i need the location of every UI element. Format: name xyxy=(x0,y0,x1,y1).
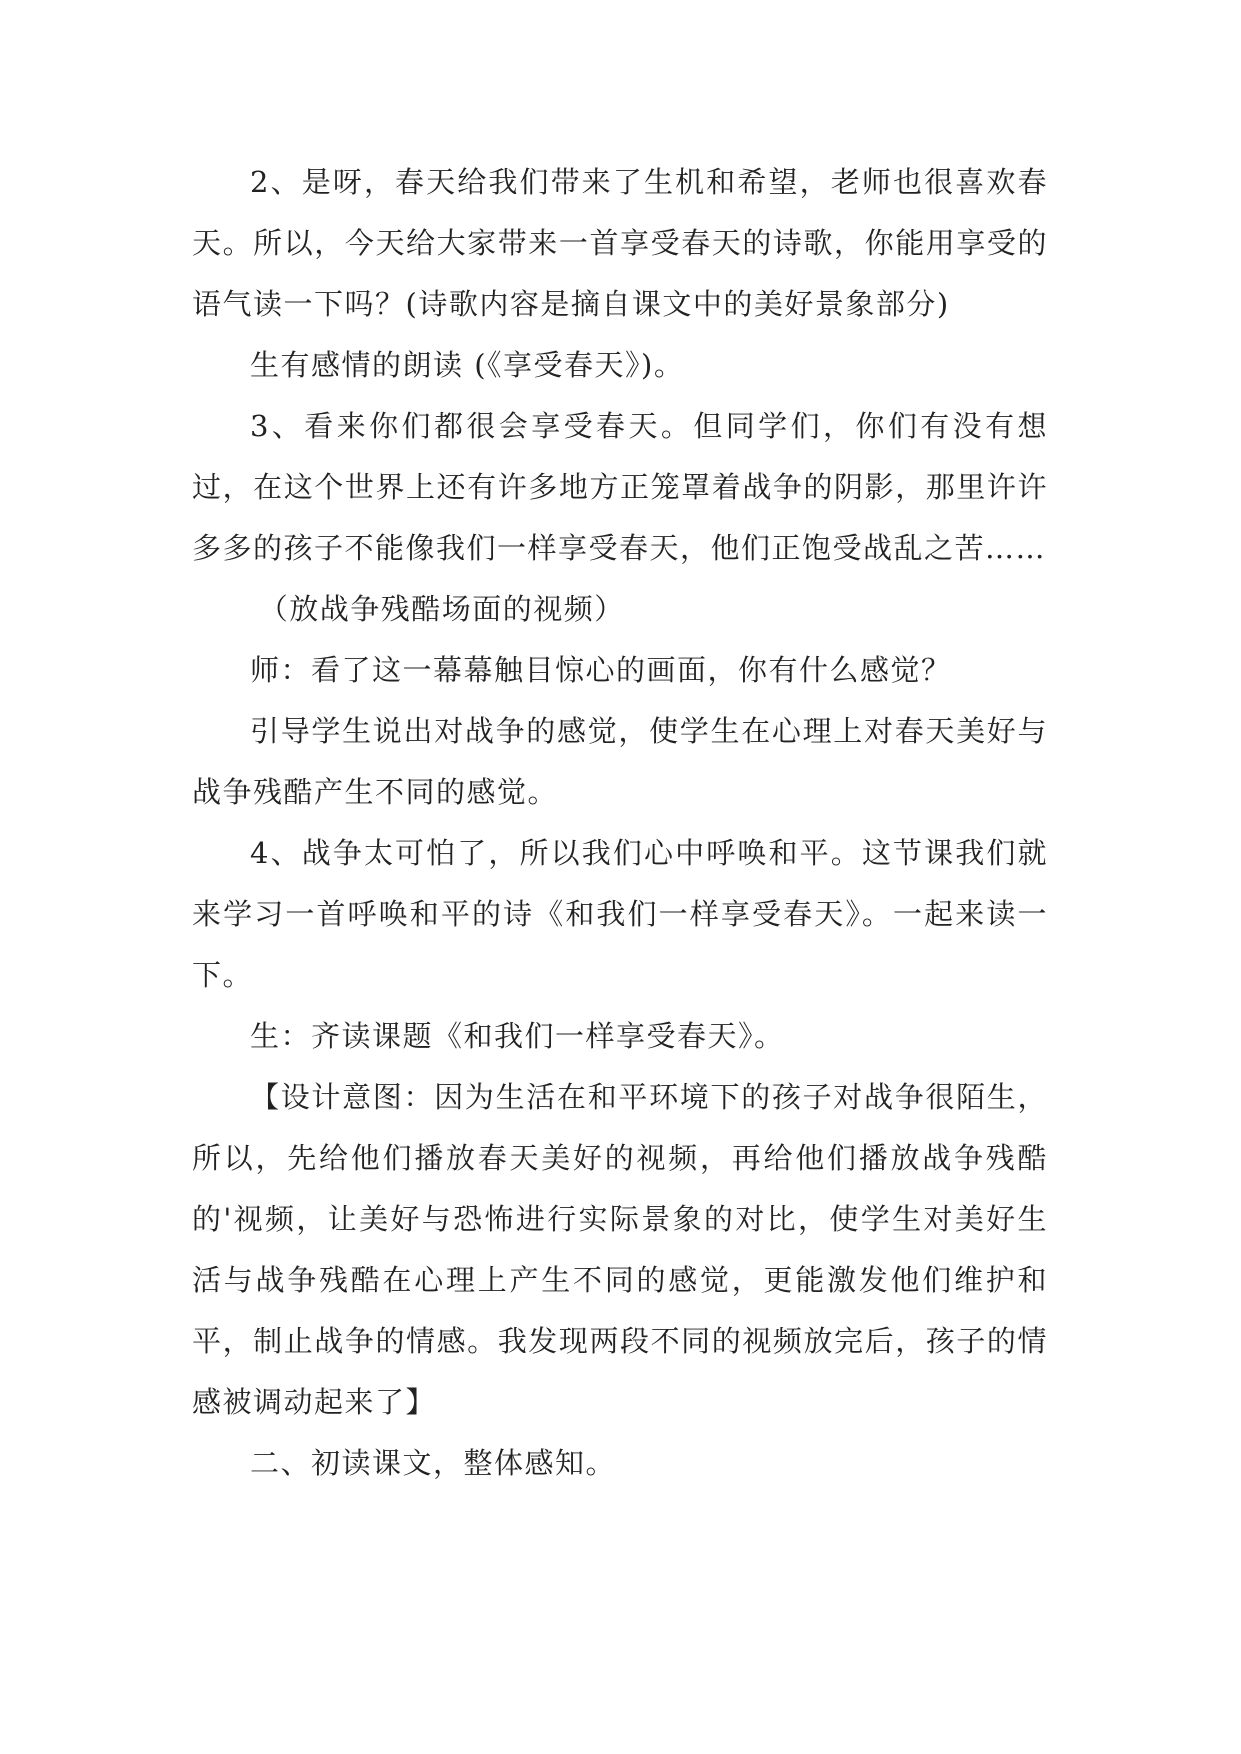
paragraph-7: 4、战争太可怕了，所以我们心中呼唤和平。这节课我们就来学习一首呼唤和平的诗《和我们一样享受春天》。一起来读一下。 xyxy=(192,836,1048,992)
paragraph-2: 生有感情的朗读 (《享受春天》)。 xyxy=(250,348,685,382)
paragraph-4: （放战争残酷场面的视频） xyxy=(258,592,625,626)
paragraph-5: 师：看了这一幕幕触目惊心的画面，你有什么感觉？ xyxy=(250,653,952,687)
paragraph-6: 引导学生说出对战争的感觉，使学生在心理上对春天美好与战争残酷产生不同的感觉。 xyxy=(192,714,1048,809)
paragraph-8: 生：齐读课题《和我们一样享受春天》。 xyxy=(250,1019,785,1053)
paragraph-10: 二、初读课文，整体感知。 xyxy=(250,1446,617,1480)
paragraph-9: 【设计意图：因为生活在和平环境下的孩子对战争很陌生，所以，先给他们播放春天美好的视频，再给他们播放战争残酷的'视频，让美好与恐怖进行实际景象的对比，使学生对美好生活与战争残酷在心理上产生不同的感觉，更能激发他们维护和平，制止战争的情感。我发现两段不同的视频放完后，孩子的情感被调动起来了】 xyxy=(192,1080,1048,1419)
paragraph-3: 3、看来你们都很会享受春天。但同学们，你们有没有想过，在这个世界上还有许多地方正笼罩着战争的阴影，那里许许多多的孩子不能像我们一样享受春天，他们正饱受战乱之苦…… xyxy=(192,409,1048,565)
document-body xyxy=(192,152,1048,1494)
paragraph-1: 2、是呀，春天给我们带来了生机和希望，老师也很喜欢春天。所以，今天给大家带来一首享受春天的诗歌，你能用享受的语气读一下吗？(诗歌内容是摘自课文中的美好景象部分) xyxy=(192,165,1048,321)
